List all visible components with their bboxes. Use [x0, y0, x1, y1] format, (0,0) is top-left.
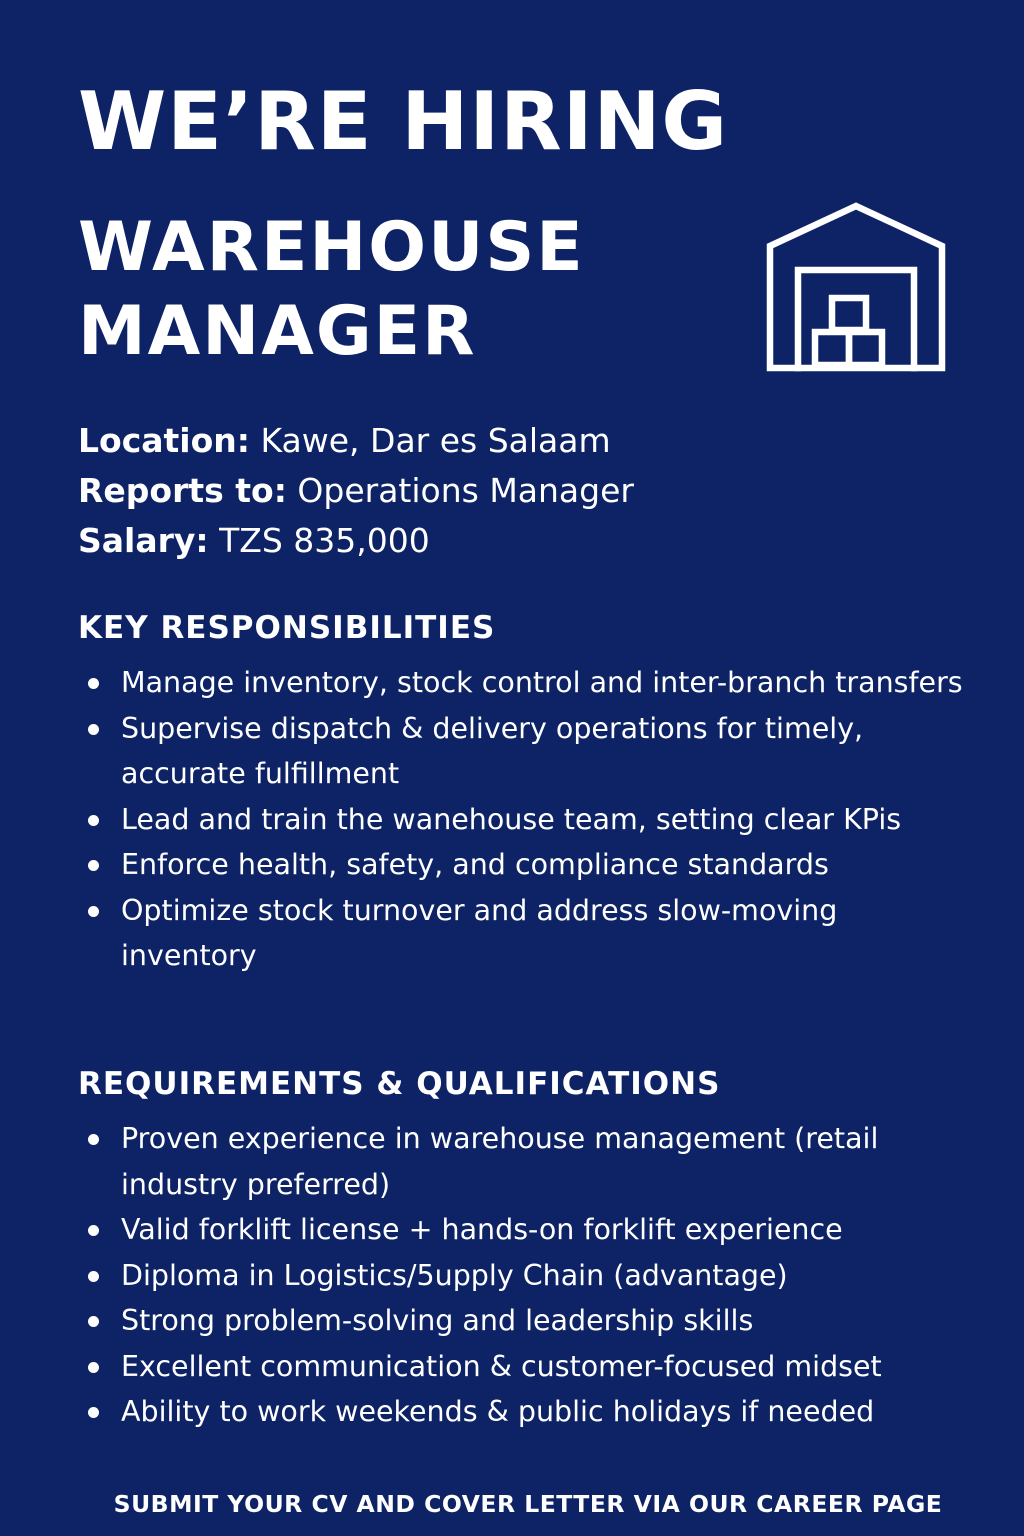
- list-item: [78, 706, 978, 797]
- responsibilities-section: [78, 606, 978, 979]
- requirements-list: [78, 1116, 978, 1435]
- list-item: [78, 1389, 978, 1435]
- list-item-text: Excellent communication & customer-focused midset: [121, 1349, 882, 1383]
- bullet-icon: [88, 724, 99, 735]
- list-item: [78, 1116, 978, 1207]
- list-item: [78, 888, 978, 979]
- bullet-icon: [88, 678, 99, 689]
- list-item-text: Optimize stock turnover and address slow-moving inventory: [121, 893, 838, 972]
- list-item-text: Valid forklift license + hands-on forklift experience: [121, 1213, 843, 1246]
- list-item-text: Enforce health, safety, and compliance standards: [121, 848, 829, 881]
- responsibilities-heading: KEY RESPONSIBILITIES: [78, 610, 496, 646]
- salary-value: TZS 835,000: [208, 521, 430, 560]
- list-item-text: Manage inventory, stock control and inter-branch transfers: [121, 666, 963, 699]
- job-title-line-1: WAREHOUSE: [78, 208, 585, 287]
- bullet-icon: [88, 1271, 99, 1282]
- reports-to-row: [78, 466, 634, 516]
- list-item-text: Proven experience in warehouse management (retail industry preferred): [121, 1122, 879, 1201]
- job-title-line-2: MANAGER: [78, 292, 477, 371]
- list-item: [78, 1207, 978, 1253]
- list-item: [78, 1344, 978, 1390]
- list-item-text: Lead and train the wanehouse team, setting clear KPis: [121, 802, 902, 836]
- reports-to-label: Reports to:: [78, 471, 287, 510]
- location-label: Location:: [78, 421, 250, 460]
- warehouse-icon: [766, 202, 946, 372]
- responsibilities-list: [78, 660, 978, 979]
- list-item-text: Strong problem-solving and leadership skills: [121, 1304, 754, 1337]
- requirements-section: [78, 1062, 978, 1435]
- salary-row: [78, 516, 634, 566]
- bullet-icon: [88, 1316, 99, 1327]
- headline: WE’RE HIRING: [78, 75, 729, 168]
- list-item: [78, 1298, 978, 1344]
- bullet-icon: [88, 1225, 99, 1236]
- list-item-text: Ability to work weekends & public holidays if needed: [121, 1395, 875, 1428]
- list-item: [78, 660, 978, 706]
- bullet-icon: [88, 1407, 99, 1418]
- job-title: [78, 206, 585, 374]
- bullet-icon: [88, 860, 99, 871]
- location-value: Kawe, Dar es Salaam: [249, 421, 611, 460]
- footer-call-to-action: SUBMIT YOUR CV AND COVER LETTER VIA OUR CAREER PAGE: [113, 1490, 943, 1518]
- list-item-text: Diploma in Logistics/5upply Chain (advantage): [121, 1258, 788, 1292]
- requirements-heading: REQUIREMENTS & QUALIFICATIONS: [78, 1066, 721, 1102]
- bullet-icon: [88, 1362, 99, 1373]
- reports-to-value: Operations Manager: [286, 471, 634, 510]
- list-item: [78, 1253, 978, 1299]
- list-item: [78, 797, 978, 843]
- salary-label: Salary:: [78, 521, 209, 560]
- list-item: [78, 842, 978, 888]
- bullet-icon: [88, 1134, 99, 1145]
- bullet-icon: [88, 906, 99, 917]
- list-item-text: Supervise dispatch & delivery operations for timely, accurate fulfillment: [121, 711, 864, 790]
- location-row: [78, 416, 634, 466]
- bullet-icon: [88, 815, 99, 826]
- job-details: [78, 416, 634, 566]
